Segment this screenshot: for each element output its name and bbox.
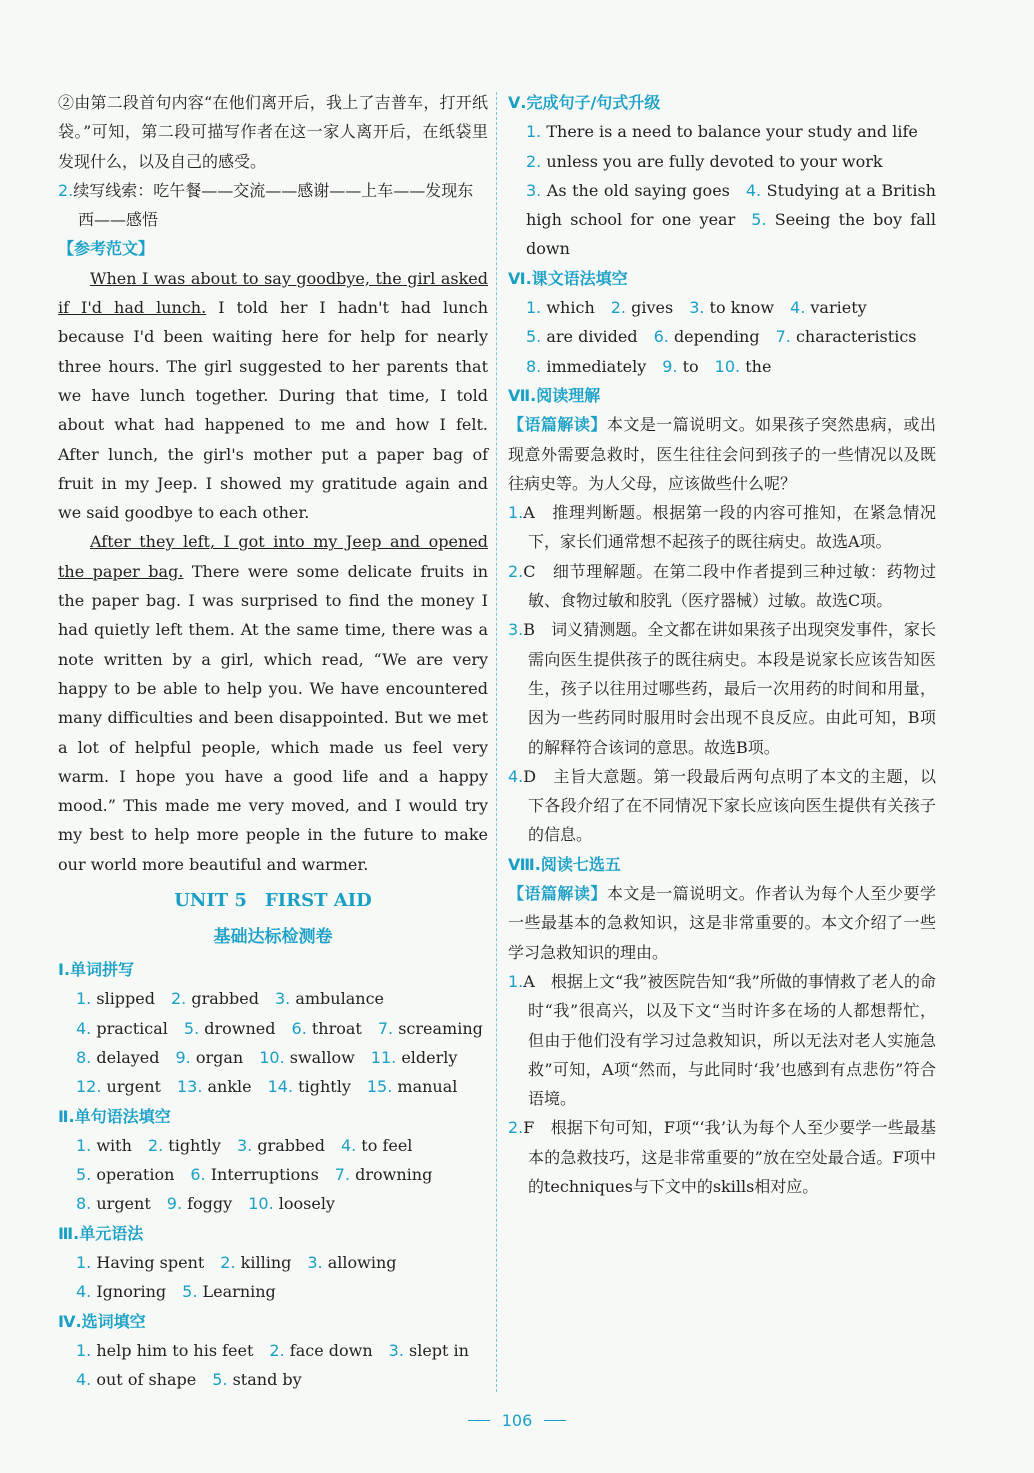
answer-text: manual: [397, 1077, 458, 1097]
answer-item: [175, 1048, 243, 1067]
answer-row: [76, 1277, 488, 1306]
answer-item: [171, 989, 259, 1008]
answer-item: [371, 1048, 458, 1067]
section-6-answers: [508, 293, 936, 381]
section-8-analysis: 【语篇解读】本文是一篇说明文。作者认为每个人至少要学一些最基本的急救知识，这是非常重要的。本文介绍了一些学习急救知识的理由。: [508, 884, 936, 962]
answer-number: 7.: [775, 327, 791, 347]
section-2-heading: Ⅱ.单句语法填空: [58, 1106, 171, 1126]
answer-text: tightly: [168, 1135, 221, 1155]
essay-p1-rest: I told her I hadn't had lunch because I'd been waiting here for help for nearly three hours. The girl suggested to her parents that we have lunch together. During that time, I told about what had happened to me and how I felt. After lunch, the girl's mother put a paper bag of fruit in my Jeep. I showed my gratitude again and we said goodbye to each other.: [58, 298, 489, 523]
answer-number: 4.: [340, 1135, 357, 1155]
answer-row: [76, 1043, 488, 1072]
clue-text: 续写线索：吃午餐——交流——感谢——上车——发现东西——感悟: [73, 180, 474, 230]
answer-row: [76, 1336, 488, 1365]
answer-item: [526, 357, 646, 376]
answer-explanation: 主旨大意题。第一段最后两句点明了本文的主题，以下各段介绍了在不同情况下家长应该向医生提供有关孩子的信息。: [528, 766, 936, 845]
answer-number: 4.: [790, 298, 806, 318]
answer-number: 5.: [751, 210, 767, 230]
test-title: 基础达标检测卷: [213, 927, 333, 948]
answer-text: drowned: [204, 1018, 276, 1038]
answer-number: 1.: [526, 298, 542, 318]
answer-number: 3.: [388, 1340, 404, 1360]
answer-number: 3.: [236, 1135, 253, 1155]
answer-number: 3.: [274, 989, 291, 1009]
answer-number: 10.: [714, 356, 741, 376]
answer-number: 10.: [259, 1047, 285, 1067]
answer-row: [526, 176, 936, 264]
answer-number: 3.: [689, 298, 705, 318]
section-4-heading: Ⅳ.选词填空: [58, 1311, 146, 1331]
answer-letter: C: [523, 561, 536, 581]
answer-row: [526, 117, 936, 146]
answer-text: immediately: [546, 356, 647, 376]
answer-number: 1.: [76, 1135, 92, 1155]
answer-text: delayed: [96, 1047, 160, 1067]
answer-number: 4.: [76, 1282, 92, 1302]
answer-text: grabbed: [257, 1135, 325, 1155]
answer-row: [76, 1160, 488, 1189]
section-8-heading: Ⅷ.阅读七选五: [508, 854, 621, 874]
footer-dash-right: [544, 1420, 566, 1421]
answer-text: slept in: [409, 1340, 469, 1360]
answer-item: [776, 327, 917, 346]
answer-row: [76, 1248, 488, 1277]
answer-item: [148, 1136, 221, 1155]
answer-item: [526, 298, 595, 317]
answer-number: 5.: [76, 1165, 92, 1185]
answer-number: 8.: [76, 1194, 92, 1214]
answer-item: [526, 122, 918, 141]
answer-text: which: [546, 298, 595, 318]
answer-item: [220, 1253, 291, 1272]
answer-number: 1.: [76, 989, 92, 1009]
reference-title: 【参考范文】: [58, 239, 155, 259]
answer-letter: F: [523, 1118, 535, 1138]
question-number: 2.: [508, 1118, 524, 1138]
answer-item: [76, 1048, 159, 1067]
answer-item: [184, 1019, 276, 1038]
answer-text: urgent: [106, 1077, 161, 1097]
page-footer: [0, 1410, 1034, 1430]
answer-item: [292, 1019, 362, 1038]
answer-letter: A: [523, 503, 535, 523]
answer-item: [367, 1077, 458, 1096]
question-answer: [508, 1113, 936, 1201]
answer-text: There is a need to balance your study and life: [546, 122, 918, 142]
section-5-answers: [508, 117, 936, 263]
answer-item: [76, 1019, 168, 1038]
section-3-heading: Ⅲ.单元语法: [58, 1223, 144, 1243]
answer-item: [654, 327, 760, 346]
answer-item: [275, 989, 384, 1008]
answer-item: [335, 1165, 433, 1184]
answer-number: 8.: [526, 356, 542, 376]
clue-number: 2.: [58, 180, 74, 200]
answer-number: 2.: [171, 989, 187, 1009]
answer-text: gives: [631, 298, 674, 318]
answer-number: 2.: [220, 1252, 236, 1272]
answer-number: 3.: [526, 180, 542, 200]
section-1-answers: [58, 984, 488, 1101]
answer-item: [307, 1253, 396, 1272]
answer-number: 1.: [76, 1252, 92, 1272]
answer-explanation: 根据下句可知，F项“‘我’认为每个人至少要学一些最基本的急救技巧，这是非常重要的”放在空处最合适。F项中的techniques与下文中的skills相对应。: [528, 1118, 936, 1196]
answer-number: 4.: [76, 1370, 92, 1390]
answer-text: throat: [311, 1018, 362, 1038]
answer-number: 5.: [526, 327, 542, 347]
answer-text: Ignoring: [96, 1282, 167, 1302]
answer-item: [715, 357, 772, 376]
answer-row: [76, 1072, 488, 1101]
answer-number: 3.: [307, 1252, 323, 1272]
answer-item: [269, 1341, 372, 1360]
answer-number: 9.: [175, 1047, 191, 1067]
answer-item: [76, 1136, 132, 1155]
answer-text: Interruptions: [210, 1165, 319, 1185]
answer-number: 2.: [269, 1340, 285, 1360]
answer-text: with: [96, 1135, 132, 1155]
answer-item: [237, 1136, 325, 1155]
answer-item: [341, 1136, 412, 1155]
question-answer: [508, 967, 936, 1113]
question-number: 1.: [508, 503, 524, 523]
answer-explanation: 词义猜测题。全文都在讲如果孩子出现突发事件，家长需向医生提供孩子的既往病史。本段是说家长应该告知医生，孩子以往用过哪些药，最后一次用药的时间和用量，因为一些药同时服用时会出现不良反应。由此可知，B项的解释符合该词的意思。故选B项。: [528, 620, 936, 757]
answer-number: 7.: [377, 1018, 394, 1038]
answer-item: [378, 1019, 483, 1038]
answer-text: to know: [709, 298, 775, 318]
answer-number: 2.: [610, 298, 627, 318]
answer-text: Learning: [202, 1282, 276, 1302]
answer-number: 4.: [745, 180, 762, 200]
answer-text: to: [682, 356, 699, 376]
answer-text: are divided: [546, 327, 638, 347]
section-5-heading: Ⅴ.完成句子/句式升级: [508, 93, 661, 112]
section-6-heading: Ⅵ.课文语法填空: [508, 268, 628, 288]
answer-text: tightly: [298, 1077, 351, 1097]
answer-number: 9.: [166, 1194, 183, 1214]
intro-paragraph: ②由第二段首句内容“在他们离开后，我上了吉普车，打开纸袋。”可知，第二段可描写作者在这一家人离开后，在纸袋里发现什么，以及自己的感受。: [58, 93, 488, 171]
answer-number: 4.: [76, 1018, 92, 1038]
answer-item: [76, 1194, 151, 1213]
answer-text: killing: [240, 1252, 292, 1272]
right-column: [508, 88, 936, 1201]
question-answer: [508, 615, 936, 761]
answer-item: [389, 1341, 469, 1360]
section-7-analysis: 【语篇解读】本文是一篇说明文。如果孩子突然患病，或出现意外需要急救时，医生往往会问到孩子的一些情况以及既往病史等。为人父母，应该做些什么呢？: [508, 415, 936, 493]
answer-row: [76, 984, 488, 1013]
answer-item: [76, 1165, 174, 1184]
answer-text: ankle: [207, 1077, 252, 1097]
answer-item: [212, 1370, 301, 1389]
answer-number: 11.: [370, 1047, 397, 1067]
essay-paragraph-2: [58, 527, 488, 879]
essay-p2-rest: There were some delicate fruits in the paper bag. I was surprised to find the money I had quietly left them. At the same time, there was a note written by a girl, which read, “We are very happy to be able to help you. We have encountered many difficulties and been disappointed. But we met a lot of helpful people, which made us feel very warm. I hope you have a good life and a happy mood.” This made me very moved, and I would try my best to help more people in the future to make our world more beautiful and warmer.: [58, 561, 488, 874]
answer-text: Seeing the boy fall down: [526, 210, 936, 259]
answer-item: [76, 1077, 161, 1096]
answer-number: 14.: [267, 1077, 294, 1097]
answer-text: drowning: [355, 1165, 433, 1185]
answer-row: [526, 322, 936, 351]
answer-text: elderly: [401, 1047, 458, 1067]
answer-item: [167, 1194, 232, 1213]
unit-title: UNIT 5 FIRST AID: [174, 890, 372, 912]
answer-text: the: [745, 356, 772, 376]
answer-number: 6.: [190, 1165, 206, 1185]
answer-row: [76, 1131, 488, 1160]
answer-row: [526, 147, 936, 176]
answer-item: [526, 327, 638, 346]
question-number: 2.: [508, 561, 524, 581]
essay-paragraph-1: [58, 264, 488, 528]
answer-number: 13.: [176, 1077, 203, 1097]
question-number: 3.: [508, 620, 524, 640]
answer-row: [76, 1014, 488, 1043]
answer-text: allowing: [327, 1252, 397, 1272]
answer-text: face down: [289, 1340, 373, 1360]
answer-number: 2.: [147, 1135, 164, 1155]
answer-number: 7.: [334, 1165, 351, 1185]
answer-text: stand by: [232, 1370, 302, 1390]
question-answer: [508, 498, 936, 557]
answer-item: [259, 1048, 355, 1067]
answer-text: screaming: [398, 1018, 483, 1038]
answer-text: to feel: [361, 1135, 413, 1155]
section-3-answers: [58, 1248, 488, 1307]
answer-text: Studying at a British high school for one year: [526, 180, 936, 230]
answer-text: As the old saying goes: [546, 180, 730, 200]
answer-row: [76, 1365, 488, 1394]
section-1-heading: Ⅰ.单词拼写: [58, 960, 135, 980]
answer-text: slipped: [96, 989, 155, 1009]
answer-item: [268, 1077, 351, 1096]
answer-text: organ: [195, 1047, 244, 1067]
answer-number: 6.: [653, 327, 669, 347]
answer-item: [182, 1282, 276, 1301]
question-answer: [508, 762, 936, 850]
answer-number: 15.: [366, 1077, 393, 1097]
answer-item: [177, 1077, 252, 1096]
answer-item: [76, 1282, 166, 1301]
answer-explanation: 根据上文“我”被医院告知“我”所做的事情救了老人的命时“我”很高兴，以及下文“当时许多在场的人都想帮忙，但由于他们没有学习过急救知识，所以无法对老人实施急救”可知，A项“然而，与此同时‘我’也感到有点悲伤”符合语境。: [528, 971, 936, 1109]
answer-item: [689, 298, 774, 317]
answer-text: grabbed: [191, 989, 259, 1009]
answer-text: urgent: [96, 1194, 151, 1214]
page-number: 106: [501, 1411, 533, 1430]
section-8-items: [508, 967, 936, 1201]
question-number: 1.: [508, 971, 524, 991]
answer-number: 5.: [183, 1018, 200, 1038]
section-7-items: [508, 498, 936, 850]
answer-text: operation: [96, 1165, 175, 1185]
answer-letter: B: [523, 620, 536, 640]
answer-item: [190, 1165, 318, 1184]
answer-text: characteristics: [795, 327, 917, 347]
answer-number: 1.: [76, 1340, 92, 1360]
answer-item: [662, 357, 698, 376]
answer-text: ambulance: [295, 989, 384, 1009]
answer-text: out of shape: [96, 1370, 197, 1390]
answer-item: [526, 152, 883, 171]
question-answer: [508, 557, 936, 616]
answer-text: loosely: [278, 1194, 335, 1214]
essay-p2-underlined: After they left, I got into my Jeep and opened the paper bag.: [58, 532, 488, 581]
answer-number: 10.: [248, 1194, 274, 1214]
answer-text: foggy: [187, 1194, 233, 1214]
answer-number: 5.: [182, 1282, 198, 1302]
answer-text: variety: [810, 298, 867, 318]
answer-text: unless you are fully devoted to your work: [546, 151, 883, 171]
answer-item: [76, 1341, 253, 1360]
answer-number: 8.: [76, 1047, 92, 1067]
answer-row: [526, 352, 936, 381]
answer-number: 2.: [526, 151, 542, 171]
answer-row: [526, 293, 936, 322]
clue-line: [58, 176, 488, 235]
essay-p1-underlined: When I was about to say goodbye, the girl asked if I'd had lunch.: [58, 268, 488, 318]
answer-text: help him to his feet: [96, 1340, 254, 1360]
answer-item: [790, 298, 867, 317]
answer-number: 6.: [291, 1018, 307, 1038]
answer-item: [248, 1194, 335, 1213]
answer-letter: A: [523, 971, 535, 991]
answer-item: [611, 298, 673, 317]
section-7-heading: Ⅶ.阅读理解: [508, 385, 601, 405]
left-column: [58, 88, 488, 1394]
question-number: 4.: [508, 766, 524, 786]
answer-explanation: 细节理解题。在第二段中作者提到三种过敏：药物过敏、食物过敏和胶乳（医疗器械）过敏。故选C项。: [528, 561, 936, 611]
answer-item: [76, 1253, 204, 1272]
answer-text: Having spent: [96, 1252, 205, 1272]
answer-explanation: 推理判断题。根据第一段的内容可推知，在紧急情况下，家长们通常想不起孩子的既往病史。故选A项。: [528, 503, 936, 552]
answer-number: 9.: [662, 356, 678, 376]
answer-item: [76, 989, 155, 1008]
answer-item: [526, 181, 730, 200]
section-4-answers: [58, 1336, 488, 1395]
section-2-answers: [58, 1131, 488, 1219]
answer-text: depending: [673, 327, 760, 347]
footer-dash-left: [468, 1420, 490, 1421]
answer-letter: D: [523, 766, 537, 786]
answer-number: 1.: [526, 122, 542, 142]
answer-text: swallow: [289, 1047, 355, 1067]
answer-number: 5.: [212, 1370, 228, 1390]
answer-row: [76, 1189, 488, 1218]
answer-number: 12.: [76, 1077, 102, 1097]
answer-item: [76, 1370, 196, 1389]
answer-text: practical: [96, 1018, 168, 1038]
column-divider: [496, 92, 497, 1392]
